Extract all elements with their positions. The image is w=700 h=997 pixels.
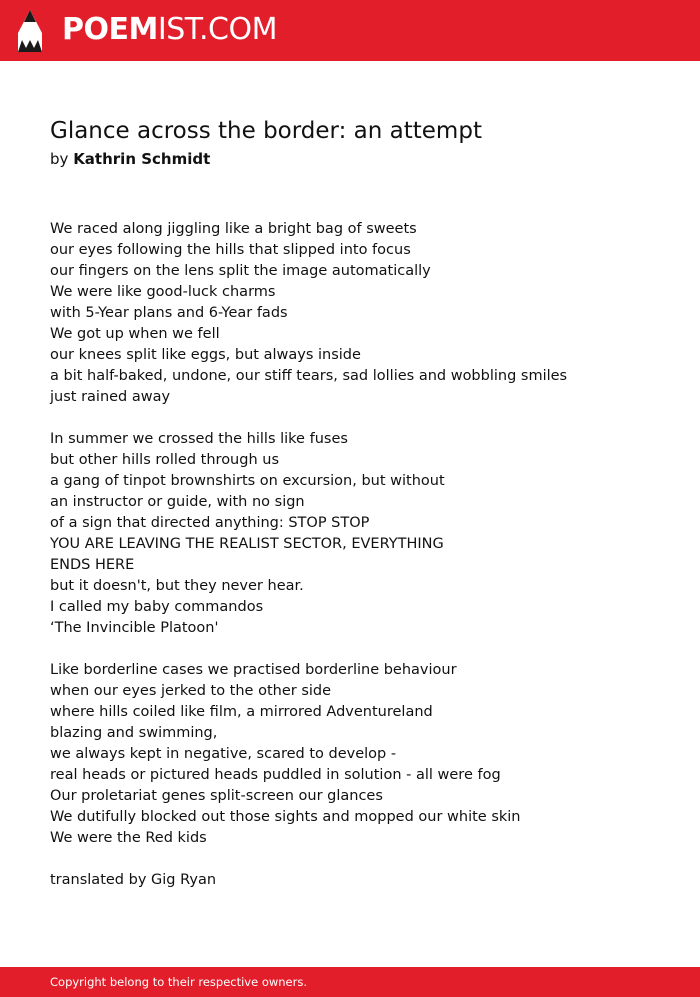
poem-line: an instructor or guide, with no sign xyxy=(50,494,305,510)
poem-line: We were like good-luck charms xyxy=(50,284,276,300)
translator-credit: translated by Gig Ryan xyxy=(50,872,217,888)
by-label: by xyxy=(50,150,69,168)
poem-line: just rained away xyxy=(50,389,171,405)
site-footer xyxy=(0,967,700,997)
poem-line: Our proletariat genes split-screen our glances xyxy=(50,788,383,804)
poem-line: but other hills rolled through us xyxy=(50,452,279,468)
byline xyxy=(50,148,210,170)
poem-line: I called my baby commandos xyxy=(50,599,264,615)
poem-line: we always kept in negative, scared to develop - xyxy=(50,746,397,762)
poem-line: In summer we crossed the hills like fuses xyxy=(50,431,348,447)
poem-line: YOU ARE LEAVING THE REALIST SECTOR, EVERYTHING xyxy=(50,536,444,552)
poem-line: where hills coiled like film, a mirrored Adventureland xyxy=(50,704,433,720)
pencil-icon xyxy=(18,10,42,52)
stanza-1 xyxy=(50,219,660,408)
poem-line: but it doesn't, but they never hear. xyxy=(50,578,304,594)
poem-line: of a sign that directed anything: STOP STOP xyxy=(50,515,370,531)
author-name: Kathrin Schmidt xyxy=(73,150,211,168)
logo-light-text: IST.COM xyxy=(157,12,277,47)
logo-bold-text: POEM xyxy=(62,12,158,47)
poem-line: our eyes following the hills that slipped into focus xyxy=(50,242,411,258)
stanza-3 xyxy=(50,660,660,849)
poem-line: Like borderline cases we practised borderline behaviour xyxy=(50,662,457,678)
copyright-notice: Copyright belong to their respective owners. xyxy=(50,975,308,989)
site-logo[interactable] xyxy=(62,12,277,48)
poem-line: our knees split like eggs, but always inside xyxy=(50,347,361,363)
poem-title: Glance across the border: an attempt xyxy=(50,118,482,144)
poem-line: our fingers on the lens split the image automatically xyxy=(50,263,431,279)
stanza-2 xyxy=(50,429,660,639)
poem-line: We raced along jiggling like a bright bag of sweets xyxy=(50,221,417,237)
poem-line: We were the Red kids xyxy=(50,830,207,846)
poem-line: ‘The Invincible Platoon' xyxy=(50,620,219,636)
poem-line: We dutifully blocked out those sights and mopped our white skin xyxy=(50,809,521,825)
poem-line: We got up when we fell xyxy=(50,326,220,342)
poem-line: with 5-Year plans and 6-Year fads xyxy=(50,305,288,321)
poem-line: a bit half-baked, undone, our stiff tears, sad lollies and wobbling smiles xyxy=(50,368,568,384)
poem-line: real heads or pictured heads puddled in solution - all were fog xyxy=(50,767,501,783)
poem-line: blazing and swimming, xyxy=(50,725,218,741)
site-header xyxy=(0,0,700,61)
poem-body xyxy=(50,219,660,891)
poem-line: when our eyes jerked to the other side xyxy=(50,683,332,699)
poem-line: ENDS HERE xyxy=(50,557,135,573)
poem-line: a gang of tinpot brownshirts on excursion, but without xyxy=(50,473,445,489)
